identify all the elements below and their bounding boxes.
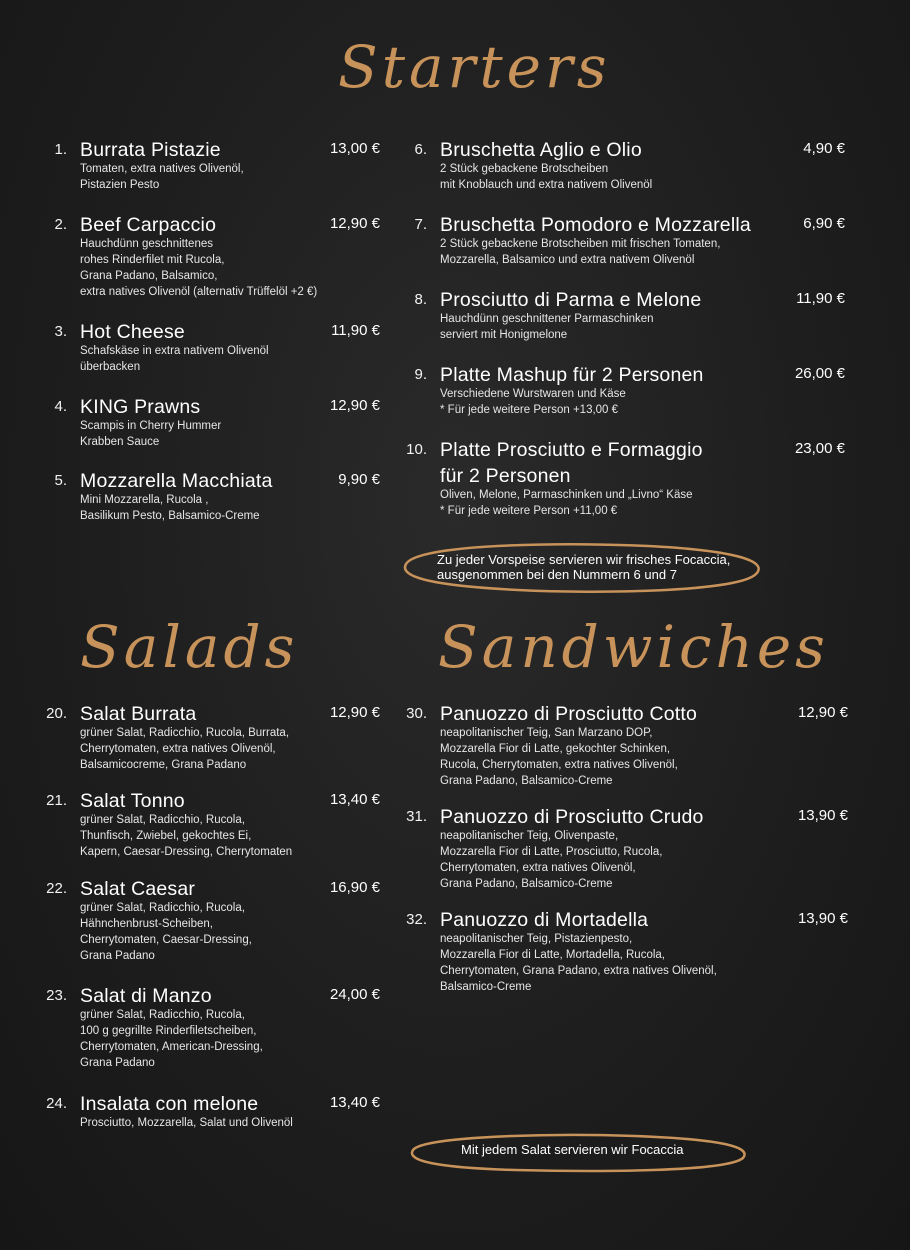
item-name: Salat Burrata (80, 703, 197, 725)
item-price: 13,90 € (797, 807, 848, 824)
note-text: Zu jeder Vorspeise servieren wir frisches Focaccia, ausgenommen bei den Nummern 6 und 7 (437, 552, 731, 582)
item-number: 23. (46, 987, 67, 1004)
item-name: Panuozzo di Prosciutto Cotto (440, 703, 698, 725)
item-name: Bruschetta Pomodoro e Mozzarella (440, 214, 751, 236)
item-price: 11,90 € (331, 322, 380, 339)
item-description: Scampis in Cherry Hummer Krabben Sauce (80, 420, 222, 448)
item-number: 24. (46, 1095, 67, 1112)
item-description: Hauchdünn geschnittener Parmaschinken serviert mit Honigmelone (440, 313, 654, 341)
item-name: Salat di Manzo (80, 985, 212, 1007)
item-name: Mozzarella Macchiata (80, 470, 273, 492)
item-name-line2: für 2 Personen (440, 465, 571, 487)
item-description: neapolitanischer Teig, San Marzano DOP, Mozzarella Fior di Latte, gekochter Schinken, Rucola, Cherrytomaten, extra natives Olivenöl, Grana Padano, Balsamico-Creme (440, 727, 678, 787)
item-description: Schafskäse in extra nativem Olivenöl überbacken (80, 345, 269, 373)
item-number: 7. (414, 216, 427, 233)
item-price: 9,90 € (338, 471, 380, 488)
item-price: 24,00 € (329, 986, 380, 1003)
item-number: 4. (54, 398, 67, 415)
item-name: Salat Tonno (80, 790, 185, 812)
item-number: 32. (406, 911, 427, 928)
item-number: 31. (406, 808, 427, 825)
item-name: Panuozzo di Prosciutto Crudo (440, 806, 704, 828)
item-name: KING Prawns (80, 396, 201, 418)
item-name: Prosciutto di Parma e Melone (440, 289, 702, 311)
item-description: Verschiedene Wurstwaren und Käse (440, 388, 626, 400)
item-price: 12,90 € (329, 215, 380, 232)
item-description: Hauchdünn geschnittenes rohes Rinderfilet mit Rucola, Grana Padano, Balsamico, extra natives Olivenöl (alternativ Trüffelöl +2 €) (80, 238, 318, 298)
item-extra-note: * Für jede weitere Person +13,00 € (440, 404, 619, 416)
salads-focaccia-note (405, 1130, 751, 1174)
item-description: grüner Salat, Radicchio, Rucola, Hähnchenbrust-Scheiben, Cherrytomaten, Caesar-Dressing, Grana Padano (80, 902, 252, 962)
item-name: Bruschetta Aglio e Olio (440, 139, 642, 161)
starters-title: Starters (338, 33, 611, 101)
item-description: grüner Salat, Radicchio, Rucola, Burrata, Cherrytomaten, extra natives Olivenöl, Balsamicocreme, Grana Padano (80, 727, 290, 771)
item-description: 2 Stück gebackene Brotscheiben mit frischen Tomaten, Mozzarella, Balsamico und extra nativem Olivenöl (440, 238, 721, 266)
sandwiches-title: Sandwiches (438, 613, 829, 681)
item-description: neapolitanischer Teig, Olivenpaste, Mozzarella Fior di Latte, Prosciutto, Rucola, Cherrytomaten, extra natives Olivenöl, Grana Padano, Balsamico-Creme (440, 830, 663, 890)
item-price: 26,00 € (794, 365, 845, 382)
item-number: 22. (46, 880, 67, 897)
item-description: Tomaten, extra natives Olivenöl, Pistazien Pesto (80, 163, 244, 191)
item-price: 13,90 € (797, 910, 848, 927)
item-price: 12,90 € (329, 397, 380, 414)
item-price: 4,90 € (803, 140, 845, 157)
item-price: 12,90 € (797, 704, 848, 721)
item-description: Mini Mozzarella, Rucola , Basilikum Pesto, Balsamico-Creme (80, 494, 260, 522)
item-price: 11,90 € (796, 290, 845, 307)
item-price: 13,40 € (329, 1094, 380, 1111)
item-price: 6,90 € (803, 215, 845, 232)
item-name: Platte Mashup für 2 Personen (440, 364, 704, 386)
item-number: 3. (54, 323, 67, 340)
item-extra-note: * Für jede weitere Person +11,00 € (440, 505, 618, 517)
item-price: 13,00 € (329, 140, 380, 157)
item-price: 23,00 € (794, 440, 845, 457)
item-number: 1. (54, 141, 67, 158)
starters-focaccia-note (398, 538, 766, 596)
item-name: Insalata con melone (80, 1093, 259, 1115)
item-name: Salat Caesar (80, 878, 196, 900)
item-number: 5. (54, 472, 67, 489)
item-price: 12,90 € (329, 704, 380, 721)
item-number: 9. (414, 366, 427, 383)
item-name: Beef Carpaccio (80, 214, 217, 236)
item-description: 2 Stück gebackene Brotscheiben mit Knoblauch und extra nativem Olivenöl (440, 163, 653, 191)
item-name: Hot Cheese (80, 321, 185, 343)
note-text: Mit jedem Salat servieren wir Focaccia (461, 1142, 684, 1157)
item-number: 20. (46, 705, 67, 722)
item-description: grüner Salat, Radicchio, Rucola, 100 g gegrillte Rinderfiletscheiben, Cherrytomaten, American-Dressing, Grana Padano (80, 1009, 263, 1069)
item-description: Prosciutto, Mozzarella, Salat und Olivenöl (80, 1117, 293, 1129)
item-number: 10. (406, 441, 427, 458)
salads-title: Salads (80, 613, 299, 681)
item-number: 2. (54, 216, 67, 233)
item-name: Burrata Pistazie (80, 139, 221, 161)
item-number: 6. (414, 141, 427, 158)
item-description: Oliven, Melone, Parmaschinken und „Livno“ Käse (440, 489, 693, 501)
item-number: 8. (414, 291, 427, 308)
item-description: grüner Salat, Radicchio, Rucola, Thunfisch, Zwiebel, gekochtes Ei, Kapern, Caesar-Dressing, Cherrytomaten (80, 814, 293, 858)
item-number: 21. (46, 792, 67, 809)
item-number: 30. (406, 705, 427, 722)
item-description: neapolitanischer Teig, Pistazienpesto, Mozzarella Fior di Latte, Mortadella, Rucola, Cherrytomaten, Grana Padano, extra natives Olivenöl, Balsamico-Creme (440, 933, 717, 993)
item-name: Panuozzo di Mortadella (440, 909, 649, 931)
item-price: 16,90 € (329, 879, 380, 896)
item-price: 13,40 € (329, 791, 380, 808)
item-name: Platte Prosciutto e Formaggio (440, 439, 703, 461)
